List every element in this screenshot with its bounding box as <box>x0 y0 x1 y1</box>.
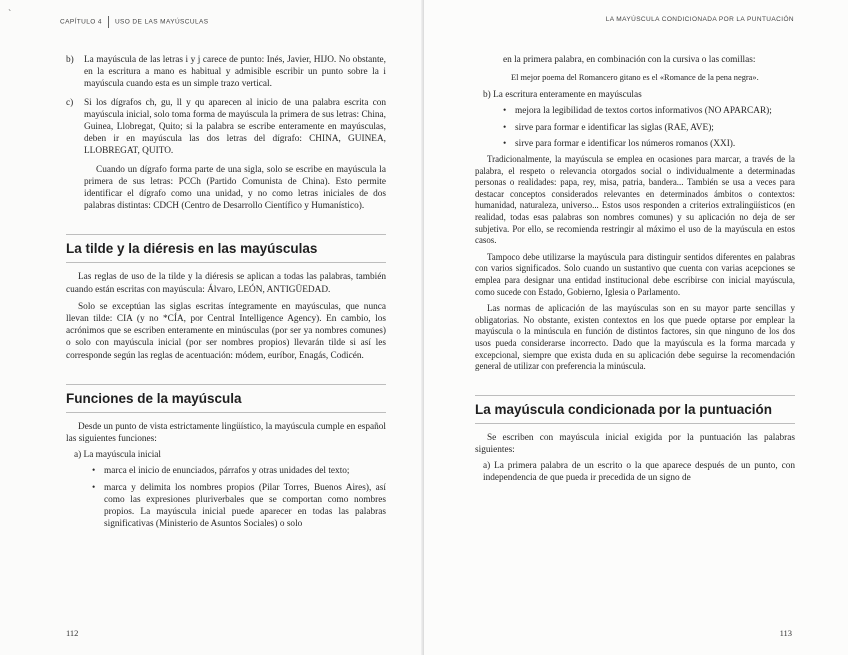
section-rule <box>66 412 386 413</box>
left-running-header <box>60 16 208 28</box>
right-body <box>475 54 795 485</box>
puntuacion-item-a: a) La primera palabra de un escrito o la que aparece después de un punto, con independencia de que pueda ir precedida de un signo de <box>483 461 795 484</box>
list-item: • marca el inicio de enunciados, párrafos y otras unidades del texto; <box>92 465 386 477</box>
right-page <box>424 0 848 655</box>
section-rule <box>66 384 386 385</box>
tilde-paragraph-2: Solo se exceptúan las siglas escritas íntegramente en mayúsculas, que nunca llevan tilde: CIA (y no *CÍA, por Central Intelligence Agency). En cambio, los acrónimos que se escriben enteramente en minúsculas (por ser ya nombres comunes) o solo con mayúscula inicial (por ser nombres propios) llevarán tilde si así les corresponde según las reglas de acentuación: módem, euríbor, Enagás, Codicén. <box>66 301 386 361</box>
paragraph-normas: Las normas de aplicación de las mayúsculas son en su mayor parte sencillas y obligatorias. No obstante, existen contextos en los que puede optarse por emplear la mayúscula o la minúscula en función de distintos factores, sin que ninguno de los dos usos pueda considerarse incorrecto. Dado que la mayúscula es la forma marcada y excepcional, siempre que exista duda en su aplicación debe seguirse la recomendación general de utilizar con preferencia la minúscula. <box>475 303 795 372</box>
item-label: c) <box>66 97 74 108</box>
page-number: 113 <box>779 628 792 638</box>
funciones-paragraph: Desde un punto de vista estrictamente lingüístico, la mayúscula cumple en español las siguientes funciones: <box>66 421 386 445</box>
header-title: USO DE LAS MAYÚSCULAS <box>114 18 209 26</box>
corner-mark: ` <box>8 9 12 20</box>
right-running-header: LA MAYÚSCULA CONDICIONADA POR LA PUNTUACIÓN <box>605 16 794 23</box>
item-label: b) <box>66 55 74 65</box>
section-rule <box>66 234 386 235</box>
list-item: • sirve para formar e identificar las siglas (RAE, AVE); <box>503 122 795 134</box>
funciones-item-a: a) La mayúscula inicial <box>74 450 161 461</box>
paragraph-tampoco: Tampoco debe utilizarse la mayúscula para distinguir sentidos diferentes en palabras con varios significados. Solo cuando un sustantivo que cuenta con varias acepciones se emplea para designar una entidad institucional debe escribirse con inicial mayúscula, como sucede con Estado, Gobierno, Iglesia o Parlamento. <box>475 251 795 297</box>
section-rule <box>66 262 386 263</box>
continued-text: en la primera palabra, en combinación con la cursiva o las comillas: <box>503 55 756 65</box>
header-chapter: CAPÍTULO 4 <box>60 18 102 26</box>
digrafo-paragraph: Cuando un dígrafo forma parte de una sigla, solo se escribe en mayúscula la primera de sus letras: PCCh (Partido Comunista de China). Esto permite identificar el dígrafo como una unidad, y no como letras iniciales de dos palabras distintas: CDCH (Centro de Desarrollo Científico y Humanístico). <box>84 164 386 212</box>
section-rule <box>475 423 795 424</box>
list-item: • marca y delimita los nombres propios (Pilar Torres, Buenos Aires), así como las expresiones pluriverbales que se comportan como nombres propios. La mayúscula inicial puede aparecer en todas las palabras significativas (Ministerio de Asuntos Sociales) o solo <box>92 482 386 531</box>
list-item: • sirve para formar e identificar los números romanos (XXI). <box>503 138 795 150</box>
example-quote: El mejor poema del Romancero gitano es el «Romance de la pena negra». <box>511 73 759 83</box>
header-separator <box>108 16 109 28</box>
list-item-c <box>66 97 386 158</box>
item-text: Si los dígrafos ch, gu, ll y qu aparecen al inicio de una palabra escrita con mayúscula inicial, solo toma forma de mayúscula la primera de sus letras: China, Guinea, Llobregat, Quito; si la palabra se escribe enteramente en mayúsculas, deben ir en mayúscula las dos letras del dígrafo: CHINA, GUINEA, LLOBREGAT, QUITO. <box>84 97 386 157</box>
item-text: La mayúscula de las letras i y j carece de punto: Inés, Javier, HIJO. No obstante, en la escritura a mano es habitual y admisible escribir un punto sobre la i mayúscula cuando esta es un simple trazo vertical. <box>84 55 386 90</box>
section-title-tilde: La tilde y la diéresis en las mayúsculas <box>66 241 318 257</box>
section-title-funciones: Funciones de la mayúscula <box>66 390 242 406</box>
section-rule <box>475 395 795 396</box>
tilde-paragraph-1: Las reglas de uso de la tilde y la diéresis se aplican a todas las palabras, también cuando están escritas con mayúscula: Álvaro, LEÓN, ANTIGÜEDAD. <box>66 272 386 295</box>
puntuacion-paragraph: Se escriben con mayúscula inicial exigida por la puntuación las palabras siguientes: <box>475 432 795 455</box>
left-body <box>66 54 386 530</box>
list-item: • mejora la legibilidad de textos cortos informativos (NO APARCAR); <box>503 105 795 117</box>
item-b: b) La escritura enteramente en mayúsculas <box>483 90 642 101</box>
paragraph-tradicionalmente: Tradicionalmente, la mayúscula se emplea en ocasiones para marcar, a través de la palabra, el respeto o relevancia otorgados social o individualmente a determinadas personas o realidades: papa, rey, misa, patria, bandera... También se usa a veces para destacar conceptos considerados relevantes en determinados ámbitos o contextos: humanidad, naturaleza, universo... Estos usos responden a criterios extralingüísticos (en realidad, todas esas palabras son nombres comunes) y su aplicación no deja de ser subjetiva. Por ello, se recomienda restringir al máximo el uso de la mayúscula en estos casos. <box>475 154 795 246</box>
page-number: 112 <box>66 628 79 638</box>
list-item-b <box>66 54 386 91</box>
section-title-puntuacion: La mayúscula condicionada por la puntuación <box>475 401 773 417</box>
